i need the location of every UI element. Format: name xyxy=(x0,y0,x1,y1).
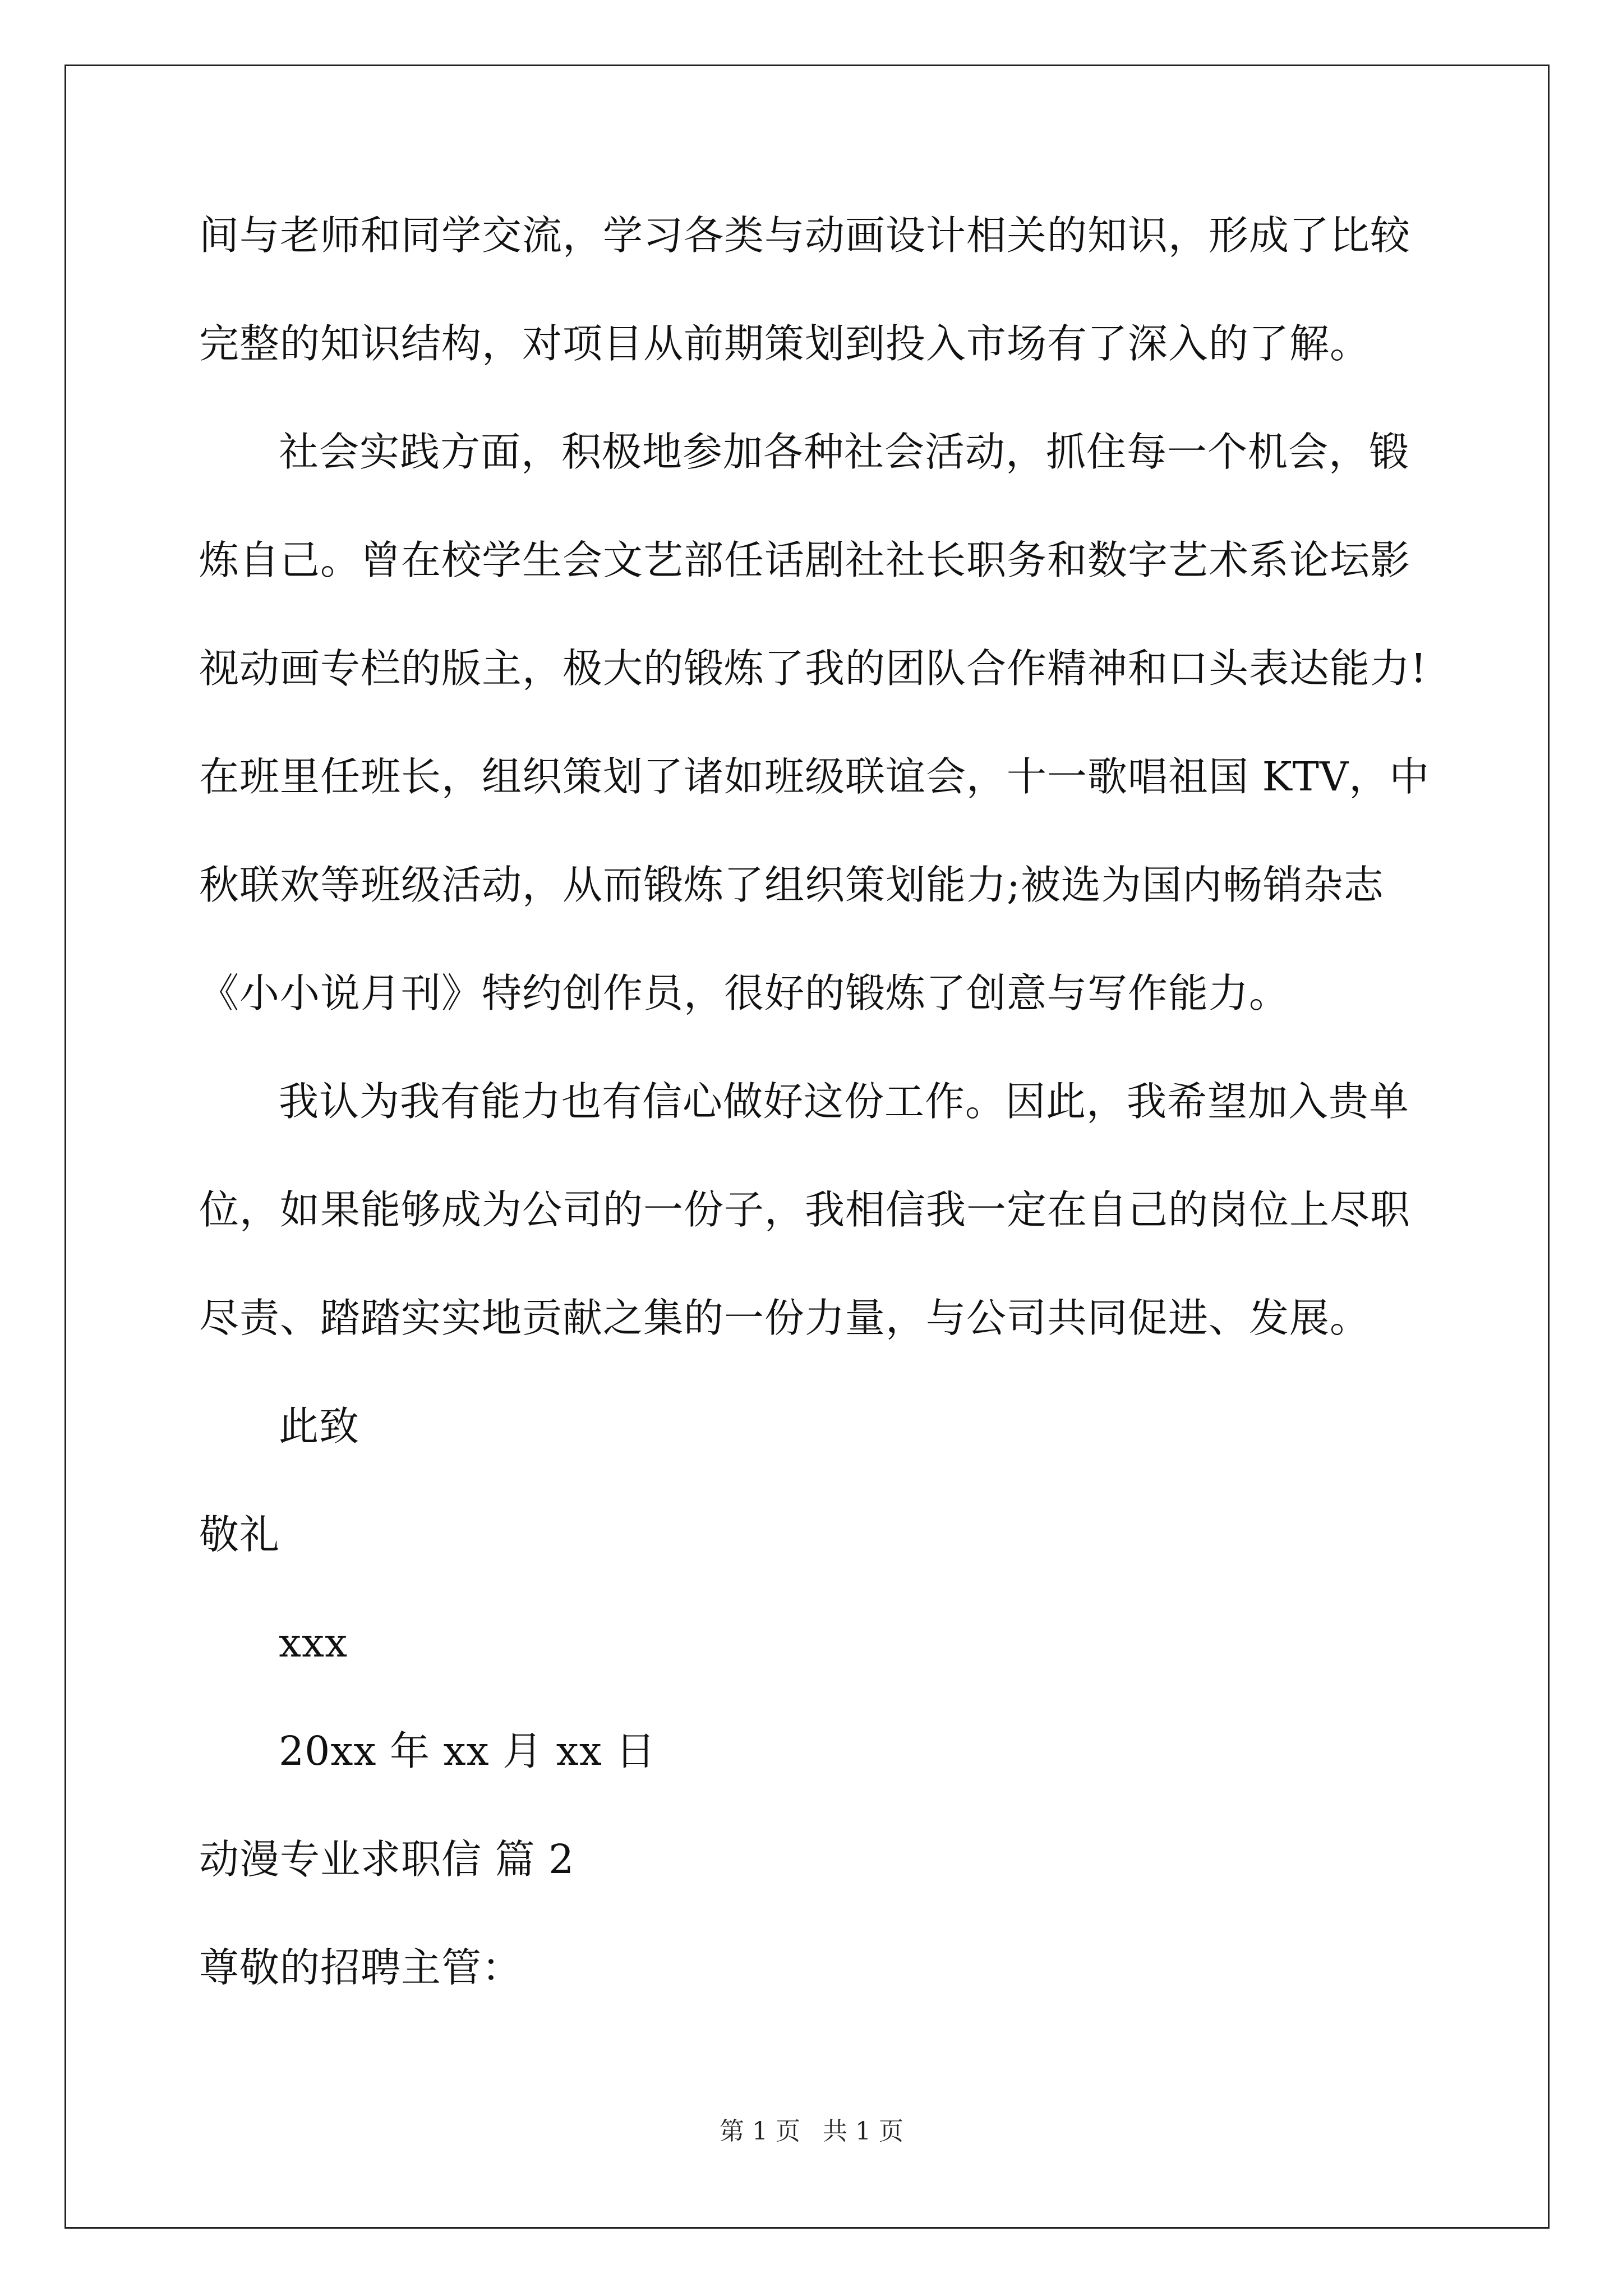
page-footer xyxy=(0,2115,1623,2148)
closing-regards: 敬礼 xyxy=(199,1511,280,1558)
page-number-current: 第 1 页 xyxy=(720,2117,800,2146)
signature-date: 20xx 年 xx 月 xx 日 xyxy=(279,1728,656,1774)
paragraph-line: 秋联欢等班级活动，从而锻炼了组织策划能力;被选为国内畅销杂志 xyxy=(199,862,1384,908)
closing-salutation: 此致 xyxy=(279,1403,360,1450)
paragraph-line: 社会实践方面，积极地参加各种社会活动，抓住每一个机会，锻 xyxy=(279,429,1410,475)
paragraph-line: 位，如果能够成为公司的一份子，我相信我一定在自己的岗位上尽职 xyxy=(199,1186,1411,1233)
paragraph-line: 《小小说月刊》特约创作员，很好的锻炼了创意与写作能力。 xyxy=(199,970,1290,1016)
paragraph-line: 尽责、踏踏实实地贡献之集的一份力量，与公司共同促进、发展。 xyxy=(199,1295,1371,1341)
paragraph-line: 视动画专栏的版主，极大的锻炼了我的团队合作精神和口头表达能力! xyxy=(199,645,1427,692)
paragraph-line: 间与老师和同学交流，学习各类与动画设计相关的知识，形成了比较 xyxy=(199,212,1411,259)
document-body xyxy=(199,208,1430,1996)
page-number-total: 共 1 页 xyxy=(823,2117,903,2146)
section-heading: 动漫专业求职信 篇 2 xyxy=(199,1836,575,1883)
greeting: 尊敬的招聘主管： xyxy=(199,1944,523,1991)
paragraph-line: 完整的知识结构，对项目从前期策划到投入市场有了深入的了解。 xyxy=(199,320,1371,367)
paragraph-line: 我认为我有能力也有信心做好这份工作。因此，我希望加入贵单 xyxy=(279,1078,1410,1125)
signature-name: xxx xyxy=(279,1619,348,1666)
paragraph-line: 在班里任班长，组织策划了诸如班级联谊会，十一歌唱祖国 KTV，中 xyxy=(199,753,1430,800)
paragraph-line: 炼自己。曾在校学生会文艺部任话剧社社长职务和数字艺术系论坛影 xyxy=(199,537,1411,583)
